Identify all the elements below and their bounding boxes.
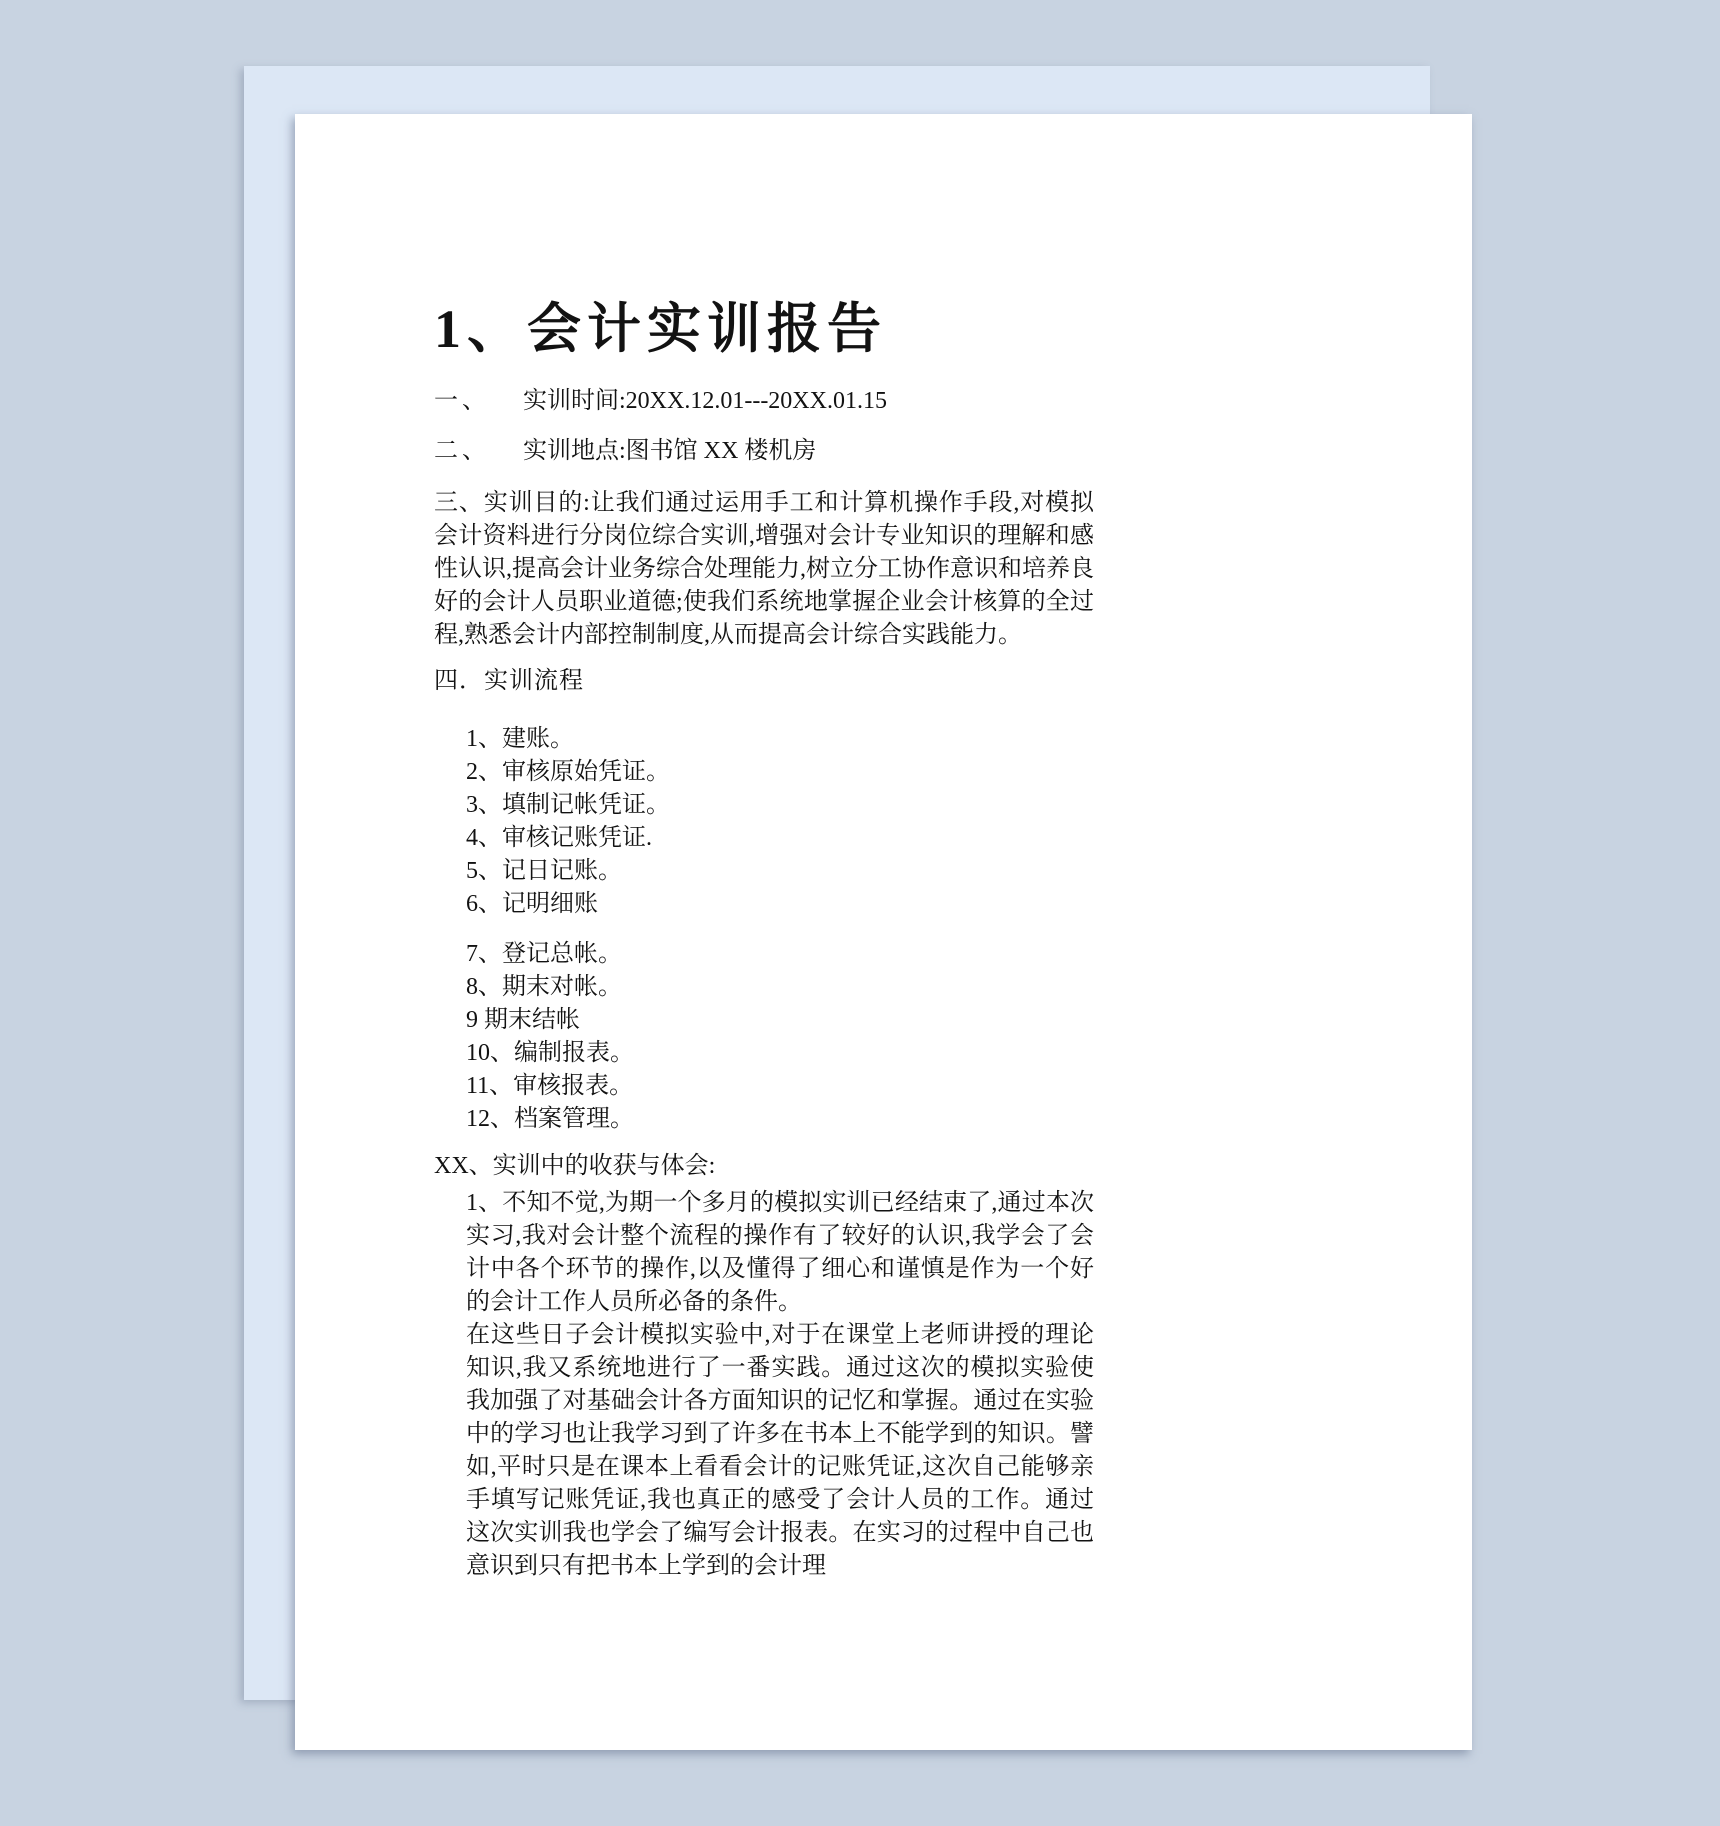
training-time-line <box>434 385 1106 418</box>
process-steps-list-2 <box>466 938 1106 1136</box>
process-section-heading: 四．实训流程 <box>434 668 584 694</box>
training-place-text: 实训地点:图书馆 XX 楼机房 <box>523 438 817 464</box>
list-item: 12、档案管理。 <box>466 1106 634 1132</box>
document-page <box>295 114 1472 1750</box>
list-item: 4、审核记账凭证. <box>466 825 652 851</box>
process-steps-list-1 <box>466 723 1106 921</box>
training-purpose-paragraph: 三、实训目的:让我们通过运用手工和计算机操作手段,对模拟会计资料进行分岗位综合实训,增强对会计专业知识的理解和感性认识,提高会计业务综合处理能力,树立分工协作意识和培养良好的会计人员职业道德;使我们系统地掌握企业会计核算的全过程,熟悉会计内部控制制度,从而提高会计综合实践能力。 <box>434 490 1094 648</box>
ordinal-two: 二、 <box>434 438 490 464</box>
list-item: 6、记明细账 <box>466 891 598 917</box>
document-content <box>434 300 1106 1583</box>
harvest-paragraphs <box>466 1187 1094 1583</box>
harvest-section-heading: XX、实训中的收获与体会: <box>434 1153 716 1179</box>
ordinal-one: 一、 <box>434 388 490 414</box>
training-place-line <box>434 435 1106 468</box>
harvest-paragraph-2: 在这些日子会计模拟实验中,对于在课堂上老师讲授的理论知识,我又系统地进行了一番实践。通过这次的模拟实验使我加强了对基础会计各方面知识的记忆和掌握。通过在实验中的学习也让我学习到了许多在书本上不能学到的知识。譬如,平时只是在课本上看看会计的记账凭证,这次自己能够亲手填写记账凭证,我也真正的感受了会计人员的工作。通过这次实训我也学会了编写会计报表。在实习的过程中自己也意识到只有把书本上学到的会计理 <box>466 1322 1094 1579</box>
list-item: 8、期末对帐。 <box>466 974 622 1000</box>
list-item: 1、建账。 <box>466 726 574 752</box>
list-item: 11、审核报表。 <box>466 1073 634 1099</box>
list-item: 10、编制报表。 <box>466 1040 634 1066</box>
harvest-paragraph-1: 1、不知不觉,为期一个多月的模拟实训已经结束了,通过本次实习,我对会计整个流程的操作有了较好的认识,我学会了会计中各个环节的操作,以及懂得了细心和谨慎是作为一个好的会计工作人员所必备的条件。 <box>466 1190 1094 1315</box>
list-item: 7、登记总帐。 <box>466 941 622 967</box>
list-item: 9 期末结帐 <box>466 1007 580 1033</box>
list-item: 3、填制记帐凭证。 <box>466 792 670 818</box>
list-item: 2、审核原始凭证。 <box>466 759 670 785</box>
training-time-text: 实训时间:20XX.12.01---20XX.01.15 <box>523 388 887 414</box>
document-title: 1、会计实训报告 <box>434 299 887 359</box>
list-item: 5、记日记账。 <box>466 858 622 884</box>
